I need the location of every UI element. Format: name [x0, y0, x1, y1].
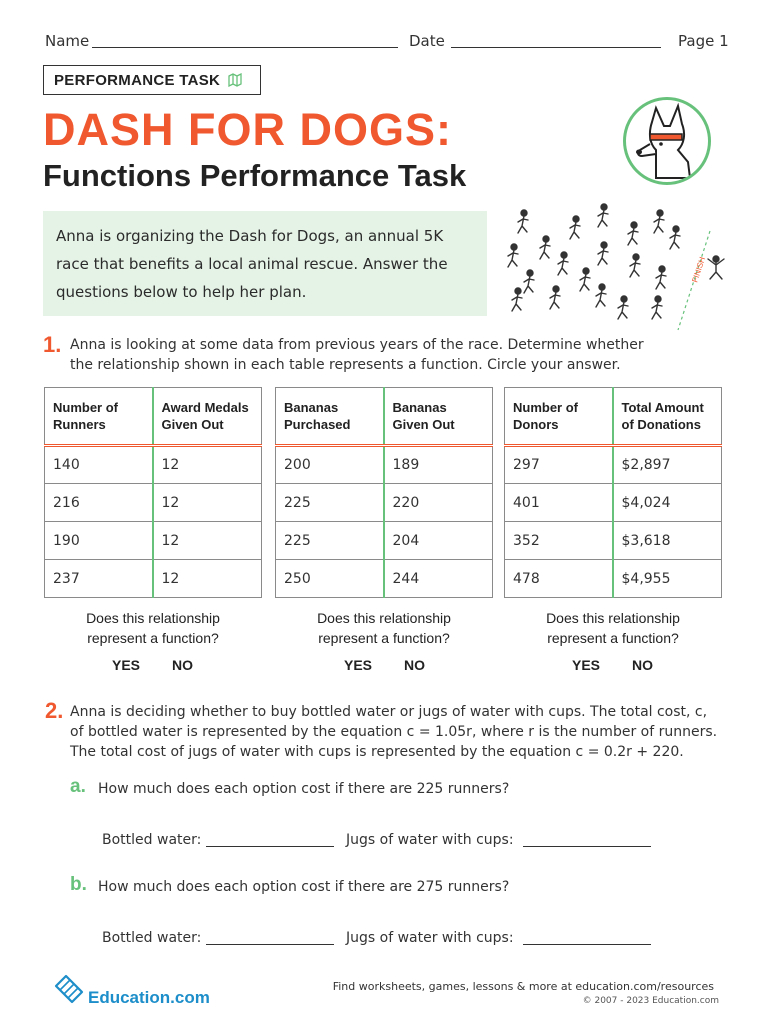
jugs-answer-a[interactable]: [523, 846, 651, 847]
table-header: Number of Donors: [505, 388, 613, 446]
date-label: Date: [409, 32, 445, 50]
table-cell: $2,897: [613, 446, 722, 484]
table-row: [276, 484, 493, 522]
runner-figure: [518, 210, 528, 233]
footer-tagline[interactable]: Find worksheets, games, lessons & more at education.com/resources: [332, 980, 714, 993]
intro-text: Anna is organizing the Dash for Dogs, an annual 5K race that benefits a local animal rescue. Answer the questions below to help her plan.: [56, 227, 448, 301]
donations-table: [504, 387, 722, 598]
function-prompt-1: [44, 608, 262, 648]
bottled-water-answer-b[interactable]: [206, 944, 334, 945]
no-option-3[interactable]: NO: [632, 657, 653, 673]
table-cell: 12: [153, 522, 262, 560]
jugs-label: Jugs of water with cups:: [346, 832, 514, 848]
table-cell: 250: [276, 560, 384, 598]
table-header: Bananas Given Out: [384, 388, 493, 446]
table-cell: 216: [45, 484, 153, 522]
prompt-line: Does this relationship: [86, 610, 220, 626]
page-title: DASH FOR DOGS:: [43, 104, 453, 155]
part-a-letter: a.: [70, 776, 86, 797]
yes-option-3[interactable]: YES: [572, 657, 601, 673]
table-cell: $4,024: [613, 484, 722, 522]
name-field[interactable]: [92, 47, 398, 48]
table-cell: $4,955: [613, 560, 722, 598]
table-cell: 244: [384, 560, 493, 598]
table-cell: 297: [505, 446, 613, 484]
table-cell: 200: [276, 446, 384, 484]
table-cell: 401: [505, 484, 613, 522]
jugs-label: Jugs of water with cups:: [346, 930, 514, 946]
question-2-line: Anna is deciding whether to buy bottled water or jugs of water with cups. The total cost, c,: [70, 704, 708, 720]
table-header: Total Amount of Donations: [613, 388, 722, 446]
bottled-water-answer-a[interactable]: [206, 846, 334, 847]
bottled-water-label: Bottled water:: [102, 832, 202, 848]
no-option-2[interactable]: NO: [404, 657, 425, 673]
performance-task-tag: [43, 65, 261, 95]
footer-brand[interactable]: Education.com: [88, 988, 210, 1007]
table-row: [276, 446, 493, 484]
question-2-number: 2.: [45, 698, 64, 723]
prompt-line: Does this relationship: [546, 610, 680, 626]
part-b-letter: b.: [70, 874, 87, 895]
table-cell: 190: [45, 522, 153, 560]
question-2-line: of bottled water is represented by the equation c = 1.05r, where r is the number of runners.: [70, 724, 718, 740]
yes-option-1[interactable]: YES: [112, 657, 141, 673]
table-row: [45, 522, 262, 560]
page-number: Page 1: [678, 32, 729, 50]
table-cell: 478: [505, 560, 613, 598]
jugs-answer-b[interactable]: [523, 944, 651, 945]
date-field[interactable]: [451, 47, 661, 48]
education-logo-icon: [52, 972, 86, 1006]
function-prompt-3: [504, 608, 722, 648]
table-row: [505, 446, 722, 484]
function-prompt-2: [275, 608, 493, 648]
table-cell: 189: [384, 446, 493, 484]
performance-task-label: PERFORMANCE TASK: [54, 71, 221, 89]
table-cell: 12: [153, 484, 262, 522]
table-header: Award Medals Given Out: [153, 388, 262, 446]
table-cell: 237: [45, 560, 153, 598]
prompt-line: Does this relationship: [317, 610, 451, 626]
prompt-line: represent a function?: [547, 630, 679, 646]
map-icon: [228, 73, 242, 87]
name-label: Name: [45, 32, 90, 50]
no-option-1[interactable]: NO: [172, 657, 193, 673]
part-b-text: How much does each option cost if there are 275 runners?: [98, 879, 510, 895]
runners-medals-table: [44, 387, 262, 598]
part-a-text: How much does each option cost if there are 225 runners?: [98, 781, 510, 797]
page-subtitle: Functions Performance Task: [43, 158, 467, 193]
prompt-line: represent a function?: [318, 630, 450, 646]
table-row: [276, 560, 493, 598]
finish-label: FINISH: [690, 255, 708, 284]
table-cell: 352: [505, 522, 613, 560]
table-row: [505, 484, 722, 522]
yes-option-2[interactable]: YES: [344, 657, 373, 673]
bananas-table: [275, 387, 493, 598]
footer-copyright: © 2007 - 2023 Education.com: [582, 996, 719, 1006]
table-row: [45, 446, 262, 484]
runners-illustration: [500, 195, 735, 335]
table-header: Bananas Purchased: [276, 388, 384, 446]
table-cell: 12: [153, 560, 262, 598]
table-row: [45, 560, 262, 598]
dog-head-icon: [626, 100, 708, 182]
question-1-text: Anna is looking at some data from previous years of the race. Determine whether the relationship shown in each table represents a function. Circle your answer.: [70, 337, 644, 373]
table-cell: $3,618: [613, 522, 722, 560]
table-header: Number of Runners: [45, 388, 153, 446]
dog-logo: [623, 97, 711, 185]
table-row: [45, 484, 262, 522]
table-cell: 220: [384, 484, 493, 522]
table-cell: 225: [276, 522, 384, 560]
table-cell: 12: [153, 446, 262, 484]
table-cell: 140: [45, 446, 153, 484]
table-cell: 225: [276, 484, 384, 522]
table-cell: 204: [384, 522, 493, 560]
question-2-text: [70, 702, 730, 762]
prompt-line: represent a function?: [87, 630, 219, 646]
table-row: [276, 522, 493, 560]
question-1-number: 1.: [43, 332, 62, 357]
question-2-line: The total cost of jugs of water with cups is represented by the equation c = 0.2r + 220.: [70, 744, 684, 760]
table-row: [505, 522, 722, 560]
table-row: [505, 560, 722, 598]
bottled-water-label: Bottled water:: [102, 930, 202, 946]
